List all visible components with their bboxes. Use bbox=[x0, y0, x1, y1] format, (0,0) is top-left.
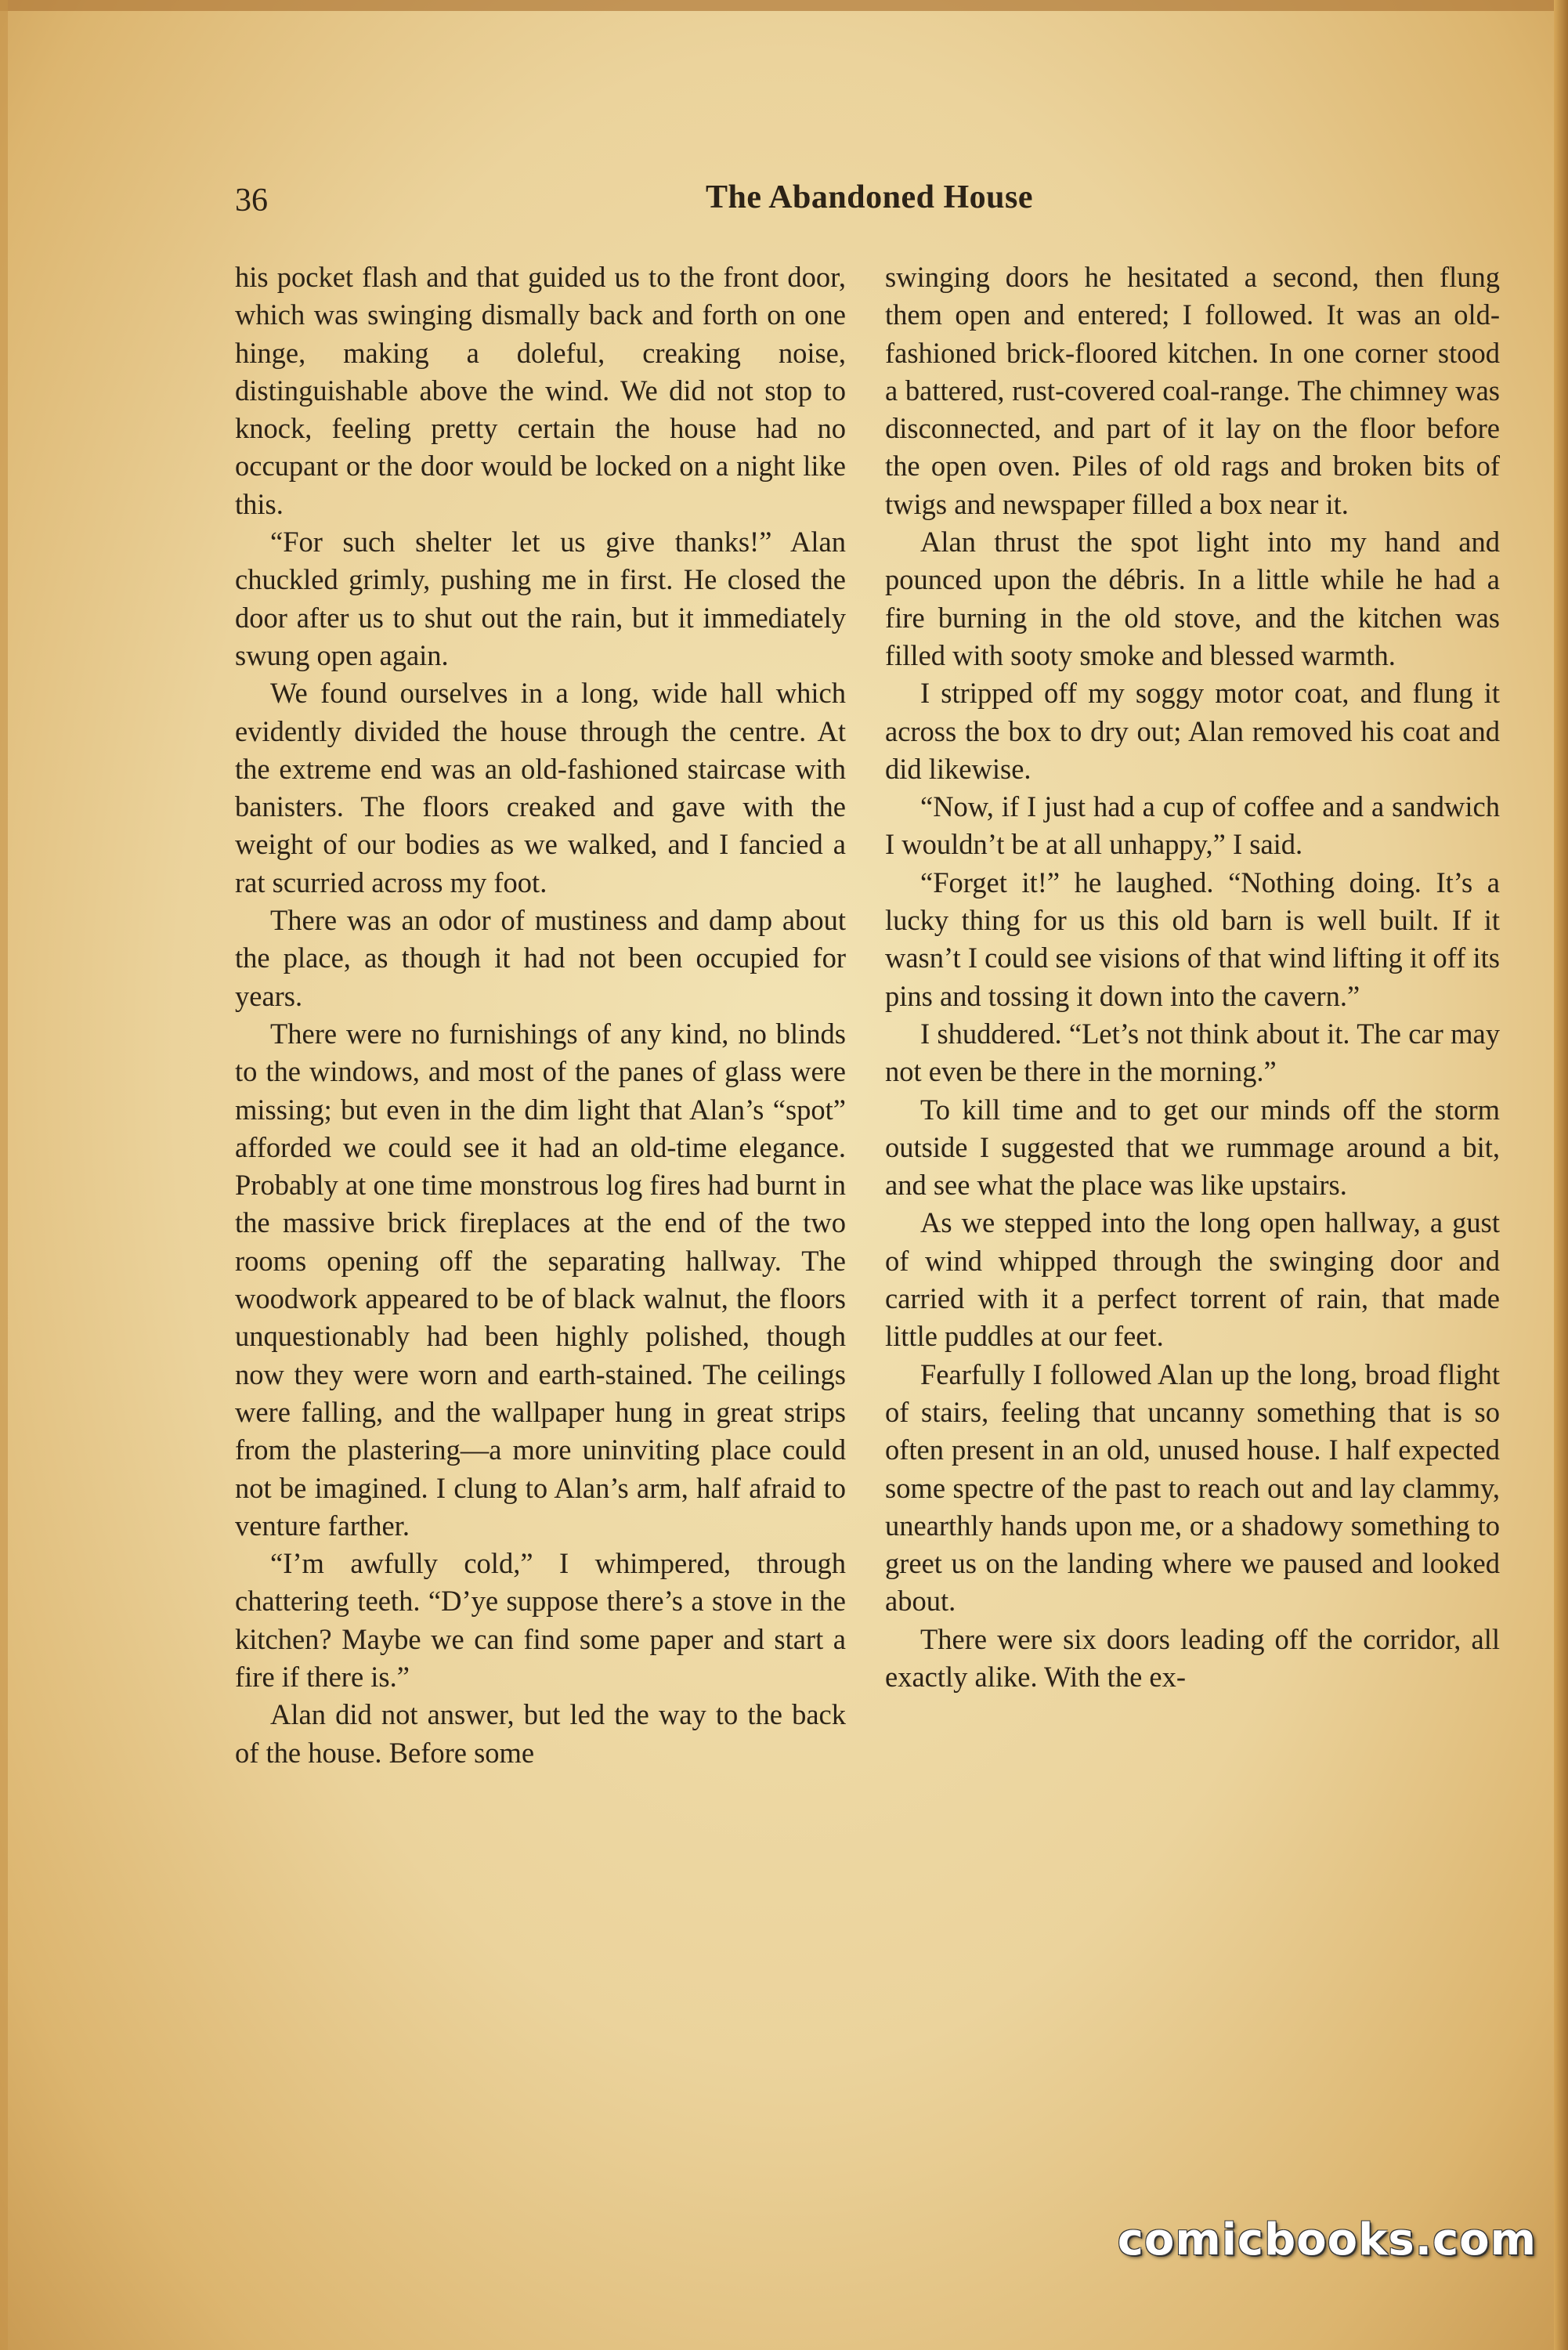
paragraph: “Forget it!” he laughed. “Nothing doing. It’s a lucky thing for us this old barn is well built. If it wasn’t I could see visions of that wind lifting it off its pins and tossing it down into the cavern.” bbox=[885, 866, 1500, 1012]
text-column-right bbox=[885, 258, 1500, 1696]
paragraph: There were no furnishings of any kind, no blinds to the windows, and most of the panes of glass were missing; but even in the dim light that Alan’s “spot” afforded we could see it had an old-time elegance. Probably at one time monstrous log fires had burnt in the massive brick fireplaces at the end of the two rooms opening off the separating hallway. The woodwork appeared to be of black walnut, the floors unquestionably had been highly polished, though now they were worn and earth-stained. The ceilings were falling, and the wallpaper hung in great strips from the plastering—a more uninviting place could not be imagined. I clung to Alan’s arm, half afraid to venture farther. bbox=[235, 1017, 846, 1542]
paragraph: To kill time and to get our minds off the storm outside I suggested that we rummage around a bit, and see what the place was like upstairs. bbox=[885, 1093, 1500, 1202]
text-column-left bbox=[235, 258, 846, 1772]
paragraph: Alan did not answer, but led the way to the back of the house. Before some bbox=[235, 1698, 846, 1769]
paragraph: As we stepped into the long open hallway, a gust of wind whipped through the swinging door and carried with it a perfect torrent of rain, that made little puddles at our feet. bbox=[885, 1206, 1500, 1353]
paragraph: There were six doors leading off the corridor, all exactly alike. With the ex- bbox=[885, 1622, 1500, 1693]
page-header bbox=[235, 179, 1504, 229]
paragraph: his pocket flash and that guided us to the front door, which was swinging dismally back and forth on one hinge, making a doleful, creaking noise, distinguishable above the wind. We did not stop to knock, feeling pretty certain the house had no occupant or the door would be locked on a night like this. bbox=[235, 261, 846, 520]
page-edge-right bbox=[1554, 0, 1568, 2350]
paragraph: “Now, if I just had a cup of coffee and a sandwich I wouldn’t be at all unhappy,” I said. bbox=[885, 790, 1500, 861]
paragraph: swinging doors he hesitated a second, then flung them open and entered; I followed. It was an old-fashioned brick-floored kitchen. In one corner stood a battered, rust-covered coal-range. The chimney was disconnected, and part of it lay on the floor before the open oven. Piles of old rags and broken bits of twigs and newspaper filled a box near it. bbox=[885, 261, 1500, 520]
page-edge-top bbox=[0, 0, 1568, 11]
paragraph: Fearfully I followed Alan up the long, broad flight of stairs, feeling that uncanny something that is so often present in an old, unused house. I half expected some spectre of the past to reach out and lay clammy, unearthly hands upon me, or a shadowy something to greet us on the landing where we paused and looked about. bbox=[885, 1358, 1500, 1618]
page-edge-left bbox=[0, 0, 8, 2350]
paragraph: Alan thrust the spot light into my hand and pounced upon the débris. In a little while he had a fire burning in the old stove, and the kitchen was filled with sooty smoke and blessed warmth. bbox=[885, 526, 1500, 671]
paragraph: We found ourselves in a long, wide hall which evidently divided the house through the centre. At the extreme end was an old-fashioned staircase with banisters. The floors creaked and gave with the weight of our bodies as we walked, and I fancied a rat scurried across my foot. bbox=[235, 677, 846, 898]
paragraph: I stripped off my soggy motor coat, and flung it across the box to dry out; Alan removed his coat and did likewise. bbox=[885, 677, 1500, 785]
paragraph: I shuddered. “Let’s not think about it. The car may not even be there in the morning.” bbox=[885, 1017, 1500, 1088]
paragraph: “For such shelter let us give thanks!” Alan chuckled grimly, pushing me in first. He closed the door after us to shut out the rain, but it immediately swung open again. bbox=[235, 526, 846, 671]
watermark: comicbooks.com bbox=[1117, 2214, 1537, 2265]
running-title: The Abandoned House bbox=[706, 179, 1033, 215]
page-number: 36 bbox=[235, 183, 268, 219]
paragraph: “I’m awfully cold,” I whimpered, through chattering teeth. “D’ye suppose there’s a stove in the kitchen? Maybe we can find some paper and start a fire if there is.” bbox=[235, 1547, 846, 1693]
paragraph: There was an odor of mustiness and damp about the place, as though it had not been occupied for years. bbox=[235, 904, 846, 1012]
